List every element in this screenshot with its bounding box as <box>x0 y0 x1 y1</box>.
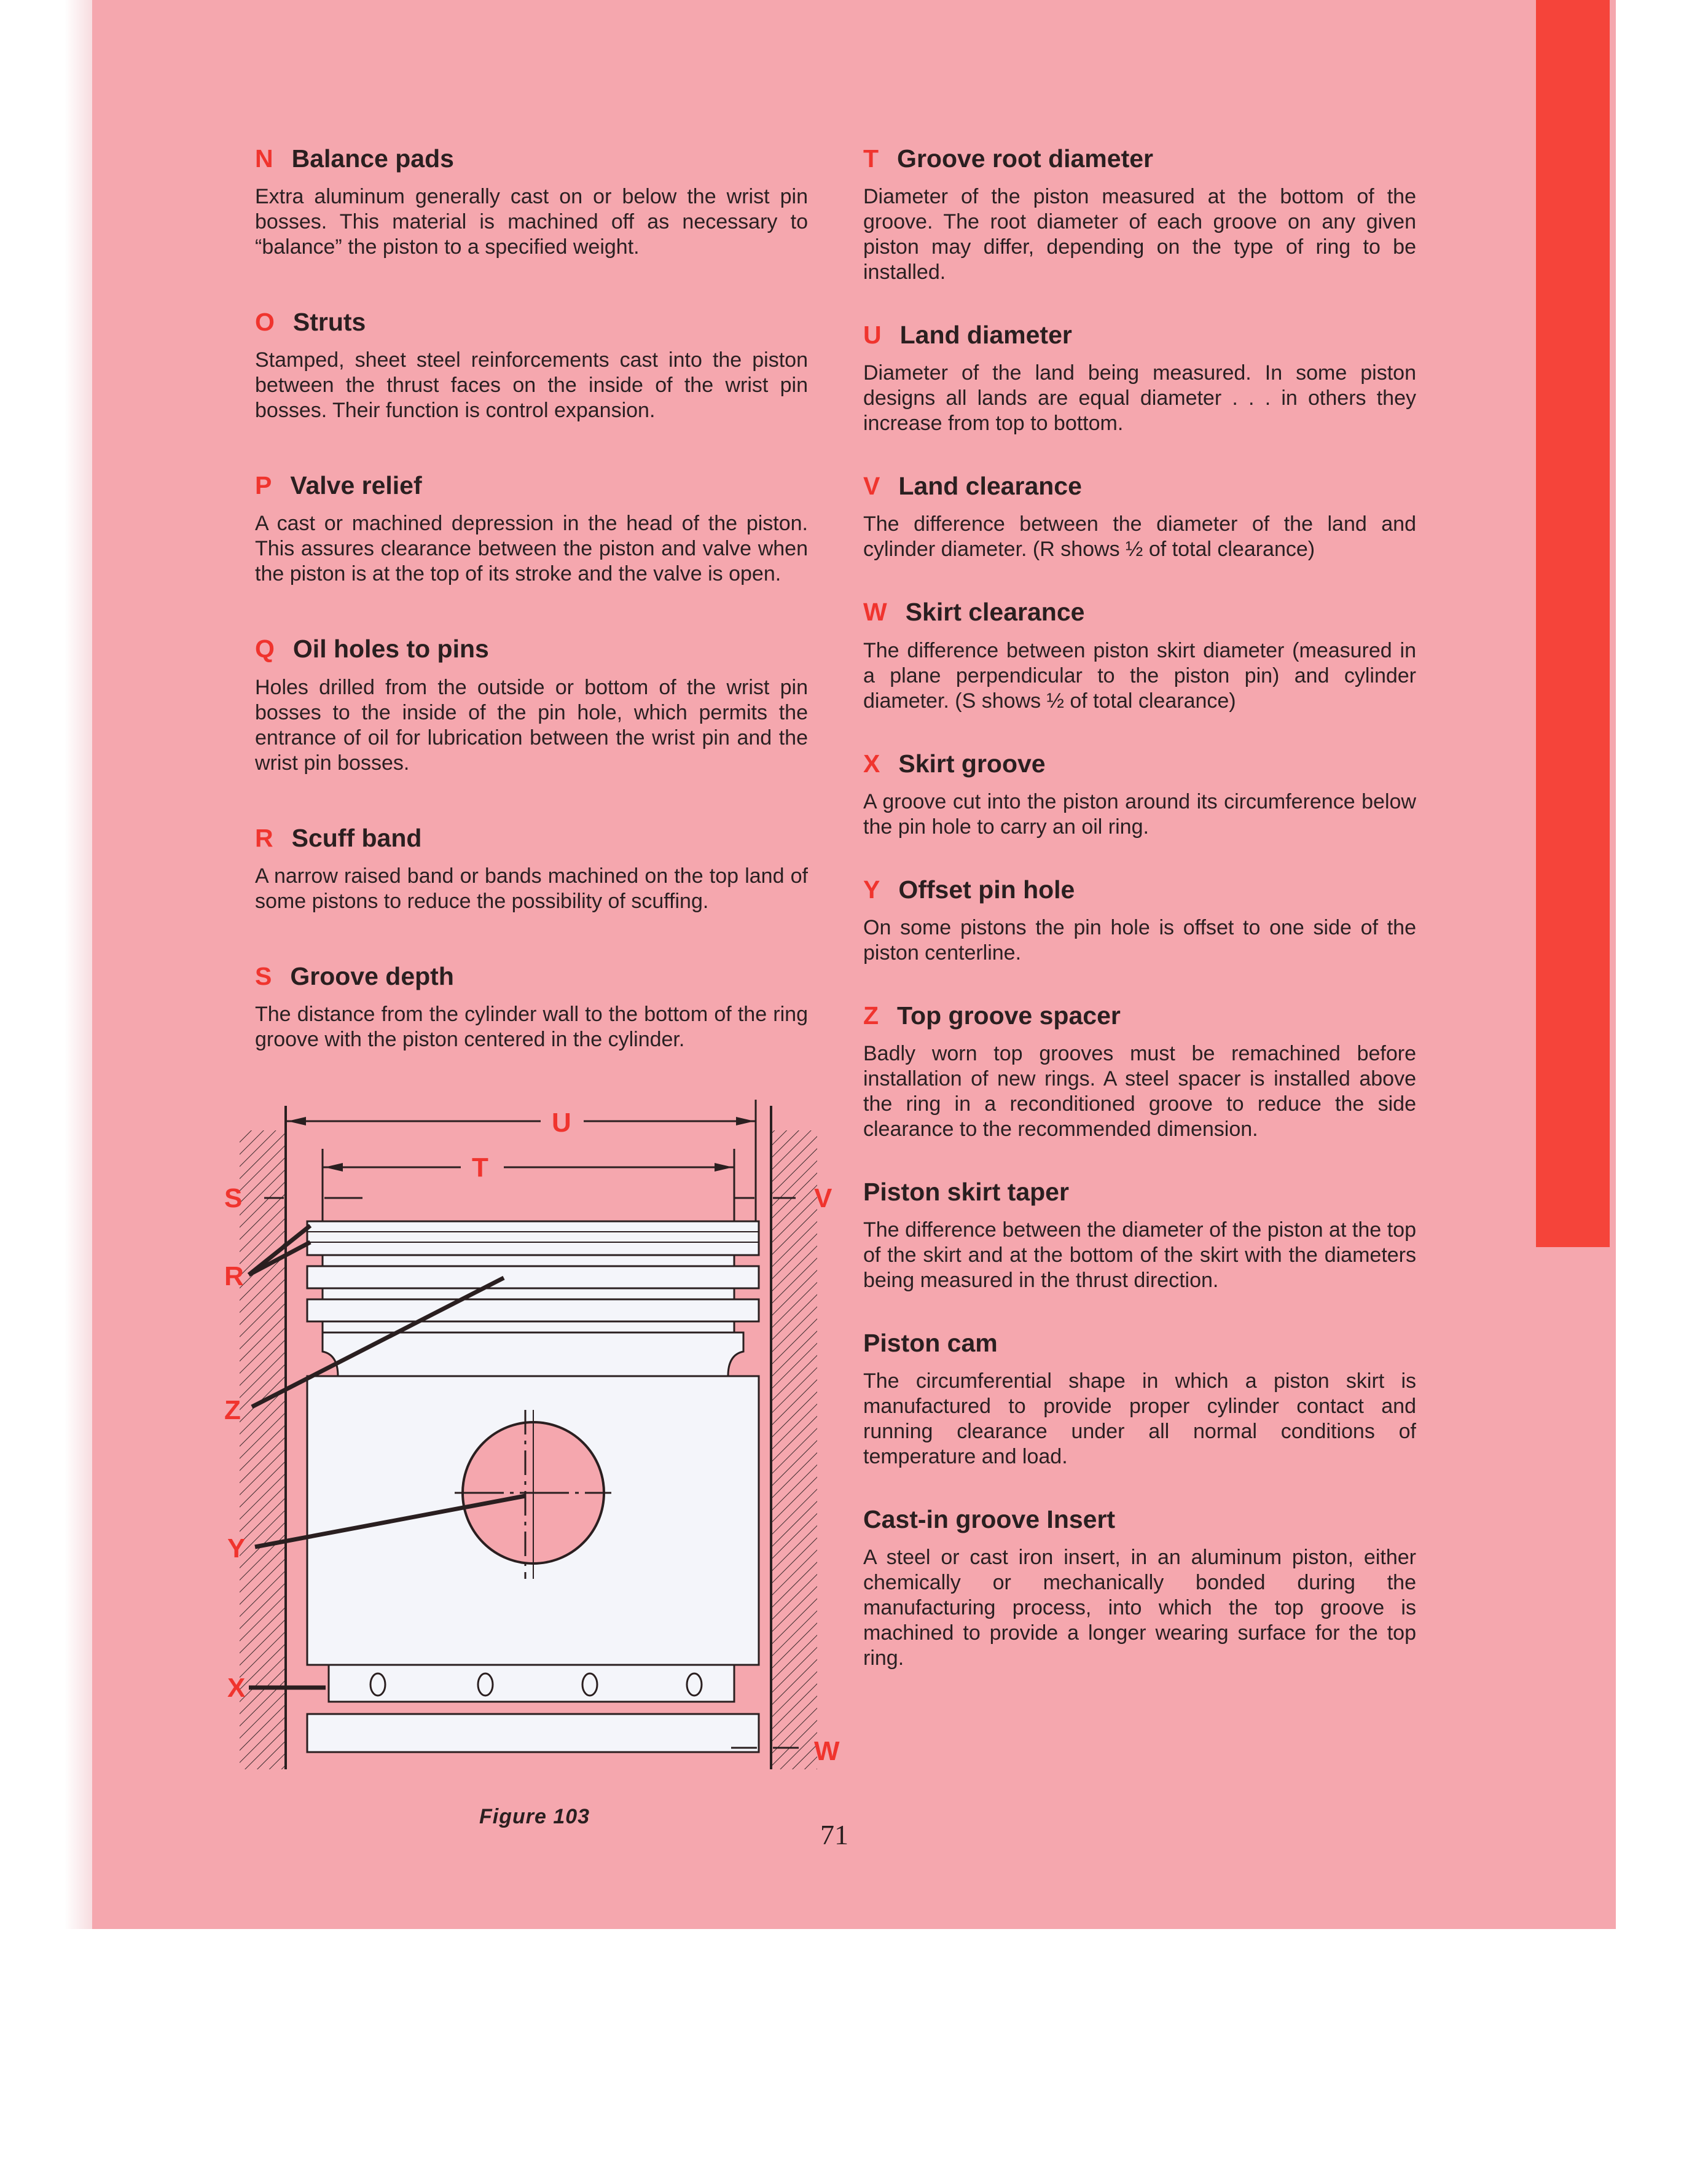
label-w: W <box>814 1736 840 1766</box>
page-edge-shadow <box>65 0 92 1929</box>
label-r: R <box>224 1261 244 1291</box>
entry-heading <box>863 1329 1416 1358</box>
entry-letter: U <box>863 321 882 350</box>
entry-body: On some pistons the pin hole is offset to one side of the piston centerline. <box>863 915 1416 965</box>
entry-letter: N <box>255 144 273 173</box>
entry-land-clearance <box>863 472 1416 562</box>
entry-body: Holes drilled from the outside or bottom of the wrist pin bosses to the inside of the pin hole, which permits the entrance of oil for lubrication between the wrist pin and the wrist pin bosses. <box>255 675 808 775</box>
entry-title: Offset pin hole <box>898 875 1075 904</box>
entry-body: A cast or machined depression in the head of the piston. This assures clearance between the piston and valve when the piston is at the top of its stroke and the valve is open. <box>255 512 808 586</box>
entry-heading <box>863 472 1416 501</box>
piston-groove-1 <box>323 1255 734 1266</box>
entry-body: A narrow raised band or bands machined on the top land of some pistons to reduce the possibility of scuffing. <box>255 864 808 913</box>
entry-struts <box>255 308 808 423</box>
label-y: Y <box>227 1533 246 1563</box>
piston-second-land <box>307 1266 759 1288</box>
entry-title: Skirt groove <box>898 749 1046 778</box>
entry-heading <box>863 749 1416 778</box>
entry-top-groove-spacer <box>863 1001 1416 1142</box>
piston-diagram <box>215 1081 854 1788</box>
entry-scuff-band <box>255 824 808 914</box>
entry-groove-depth <box>255 962 808 1052</box>
piston-groove-2 <box>323 1288 734 1299</box>
entry-cast-in-groove-insert <box>863 1505 1416 1671</box>
entry-letter: T <box>863 144 879 173</box>
entry-valve-relief <box>255 471 808 587</box>
entry-body: A groove cut into the piston around its circumference below the pin hole to carry an oil ring. <box>863 789 1416 839</box>
entry-title: Scuff band <box>291 823 422 852</box>
entry-land-diameter <box>863 321 1416 436</box>
entry-letter: V <box>863 472 880 501</box>
entry-body: Diameter of the land being measured. In some piston designs all lands are equal diameter . . . in others they increase from top to bottom. <box>863 361 1416 436</box>
entry-body: The distance from the cylinder wall to the bottom of the ring groove with the piston centered in the cylinder. <box>255 1002 808 1051</box>
entry-title: Valve relief <box>290 471 422 500</box>
entry-heading <box>863 598 1416 627</box>
entry-letter: O <box>255 308 275 337</box>
entry-title: Groove root diameter <box>897 144 1153 173</box>
entry-piston-skirt-taper <box>863 1178 1416 1293</box>
entry-title: Balance pads <box>291 144 454 173</box>
figure-caption: Figure 103 <box>479 1805 590 1828</box>
entry-skirt-clearance <box>863 598 1416 713</box>
entry-letter: Y <box>863 875 880 904</box>
entry-letter: W <box>863 598 887 627</box>
entry-title: Skirt clearance <box>905 598 1085 627</box>
dimension-u-arrow-right <box>736 1117 754 1125</box>
entry-body: The difference between the diameter of the piston at the top of the skirt and at the bottom of the skirt with the diameters being measured in the thrust direction. <box>863 1218 1416 1293</box>
piston-third-land <box>307 1299 759 1321</box>
entry-balance-pads <box>255 144 808 260</box>
entry-letter: Z <box>863 1001 879 1030</box>
entry-title: Land diameter <box>899 321 1072 350</box>
entry-skirt-groove <box>863 749 1416 840</box>
entry-body: A steel or cast iron insert, in an aluminum piston, either chemically or mechanically bonded during the manufacturing process, into which the top groove is machined to provide a longer wearing surface for the top ring. <box>863 1546 1416 1670</box>
entry-title: Piston cam <box>863 1329 998 1358</box>
left-column <box>255 144 808 1052</box>
page-number: 71 <box>820 1819 848 1850</box>
entry-title: Piston skirt taper <box>863 1177 1069 1206</box>
entry-body: The circumferential shape in which a piston skirt is manufactured to provide proper cylinder contact and running clearance under all normal conditions of temperature and load. <box>863 1369 1416 1469</box>
entry-heading <box>863 321 1416 350</box>
entry-heading <box>863 144 1416 173</box>
entry-body: Extra aluminum generally cast on or below the wrist pin bosses. This material is machined off as necessary to “balance” the piston to a specified weight. <box>255 185 808 259</box>
entry-letter: X <box>863 749 880 778</box>
entry-title: Oil holes to pins <box>292 635 489 663</box>
cylinder-wall-right <box>771 1130 817 1769</box>
entry-groove-root-diameter <box>863 144 1416 285</box>
piston-top-land <box>307 1221 759 1255</box>
dimension-t-arrow-right <box>715 1163 733 1172</box>
entry-heading <box>255 635 808 663</box>
entry-body: The difference between piston skirt diameter (measured in a plane perpendicular to the piston pin) and cylinder diameter. (S shows ½ of total clearance) <box>863 638 1416 713</box>
piston-groove-3 <box>323 1321 734 1332</box>
dimension-u-arrow-left <box>288 1117 306 1125</box>
entry-title: Struts <box>292 308 366 337</box>
entry-heading <box>863 1178 1416 1207</box>
entry-heading <box>255 471 808 500</box>
label-z: Z <box>224 1395 241 1425</box>
skirt-groove <box>329 1665 734 1702</box>
entry-letter: P <box>255 471 272 500</box>
label-v: V <box>814 1183 832 1213</box>
entry-title: Top groove spacer <box>897 1001 1121 1030</box>
entry-title: Land clearance <box>898 472 1082 501</box>
dimension-t-label: T <box>472 1152 488 1183</box>
dimension-u-label: U <box>552 1108 571 1138</box>
entry-heading <box>863 1001 1416 1030</box>
entry-heading <box>255 824 808 853</box>
entry-letter: S <box>255 961 272 990</box>
entry-body: Badly worn top grooves must be remachined before installation of new rings. A steel spacer is installed above the ring in a reconditioned groove to reduce the side clearance to the recommended dimension. <box>863 1041 1416 1141</box>
label-s: S <box>224 1183 243 1213</box>
entry-body: Stamped, sheet steel reinforcements cast into the piston between the thrust faces on the inside of the wrist pin bosses. Their function is control expansion. <box>255 348 808 423</box>
dimension-t-arrow-left <box>324 1163 343 1172</box>
entry-title: Groove depth <box>290 961 454 990</box>
entry-offset-pin-hole <box>863 875 1416 966</box>
entry-letter: R <box>255 823 273 852</box>
entry-heading <box>255 144 808 173</box>
entry-letter: Q <box>255 635 275 663</box>
entry-heading <box>255 308 808 337</box>
entry-title: Cast-in groove Insert <box>863 1505 1116 1534</box>
entry-heading <box>255 962 808 991</box>
entry-heading <box>863 875 1416 904</box>
entry-heading <box>863 1505 1416 1534</box>
entry-oil-holes <box>255 635 808 775</box>
entry-body: The difference between the diameter of the land and cylinder diameter. (R shows ½ of total clearance) <box>863 512 1416 562</box>
piston-bottom-land <box>307 1714 759 1752</box>
cylinder-wall-left <box>240 1130 286 1769</box>
right-column <box>863 144 1416 1671</box>
red-tab-marker <box>1536 0 1610 1247</box>
label-x: X <box>227 1673 246 1703</box>
entry-body: Diameter of the piston measured at the bottom of the groove. The root diameter of each groove on any given piston may differ, depending on the type of ring to be installed. <box>863 185 1416 284</box>
entry-piston-cam <box>863 1329 1416 1469</box>
